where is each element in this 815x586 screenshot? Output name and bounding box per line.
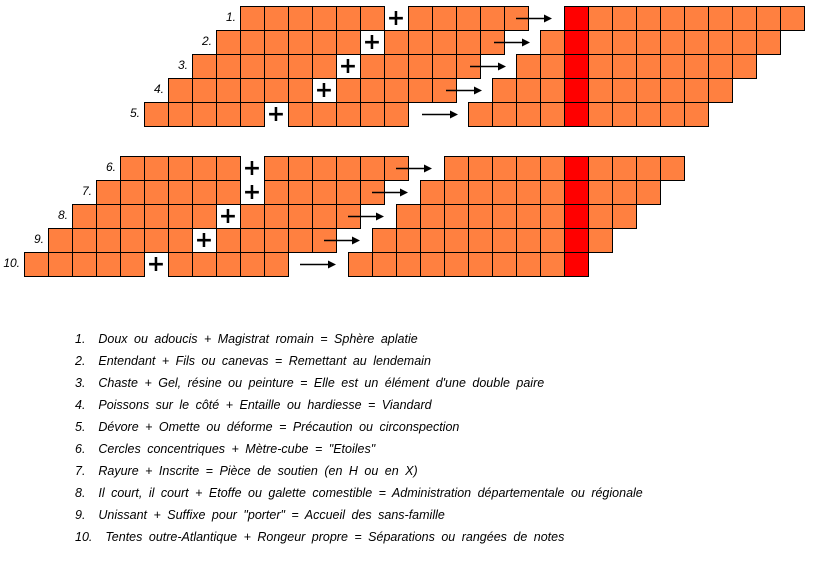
word2-cell[interactable] xyxy=(289,103,313,127)
word2-cell[interactable] xyxy=(433,55,457,79)
word1-cell[interactable] xyxy=(169,103,193,127)
word1-cell[interactable] xyxy=(313,31,337,55)
answer-cell[interactable] xyxy=(613,31,637,55)
answer-cell[interactable] xyxy=(541,229,565,253)
answer-cell[interactable] xyxy=(469,181,493,205)
word2-cell[interactable] xyxy=(409,31,433,55)
word2-cell[interactable] xyxy=(193,253,217,277)
word1-cell[interactable] xyxy=(97,205,121,229)
answer-cell[interactable] xyxy=(517,79,541,103)
answer-cell[interactable] xyxy=(349,253,373,277)
row-number: 9. xyxy=(33,232,44,246)
word1-cell[interactable] xyxy=(49,253,73,277)
word1-cell[interactable] xyxy=(217,181,241,205)
word2-cell[interactable] xyxy=(265,205,289,229)
word1-cell[interactable] xyxy=(289,7,313,31)
answer-cell[interactable] xyxy=(781,7,805,31)
answer-cell[interactable] xyxy=(517,205,541,229)
answer-cell[interactable] xyxy=(637,79,661,103)
answer-cell[interactable] xyxy=(373,229,397,253)
word2-cell[interactable] xyxy=(385,103,409,127)
answer-cell[interactable] xyxy=(445,181,469,205)
word1-cell[interactable] xyxy=(217,79,241,103)
arrow-head-icon xyxy=(376,213,384,221)
arrow-head-icon xyxy=(328,261,336,269)
clue-item: 8. Il court, il court + Etoffe ou galette comestible = Administration départementale ou régionale xyxy=(75,486,643,500)
plus-sign: + xyxy=(338,54,358,79)
clue-item: 1. Doux ou adoucis + Magistrat romain = Sphère aplatie xyxy=(75,332,418,346)
word1-cell[interactable] xyxy=(289,31,313,55)
answer-cell[interactable] xyxy=(613,79,637,103)
row-number: 6. xyxy=(105,160,116,174)
word2-cell[interactable] xyxy=(169,253,193,277)
word1-cell[interactable] xyxy=(25,253,49,277)
answer-cell[interactable] xyxy=(661,7,685,31)
word1-cell[interactable] xyxy=(193,157,217,181)
plus-sign: + xyxy=(314,78,334,103)
answer-cell[interactable] xyxy=(397,229,421,253)
answer-cell[interactable] xyxy=(589,205,613,229)
answer-cell[interactable] xyxy=(661,55,685,79)
answer-cell[interactable] xyxy=(589,31,613,55)
answer-cell[interactable] xyxy=(757,7,781,31)
word2-cell[interactable] xyxy=(409,55,433,79)
answer-cell[interactable] xyxy=(517,229,541,253)
answer-cell[interactable] xyxy=(757,31,781,55)
word2-cell[interactable] xyxy=(385,55,409,79)
clue-item: 4. Poissons sur le côté + Entaille ou hardiesse = Viandard xyxy=(75,398,432,412)
row-number: 3. xyxy=(177,58,188,72)
answer-cell[interactable] xyxy=(589,229,613,253)
word1-cell[interactable] xyxy=(145,205,169,229)
word2-cell[interactable] xyxy=(409,79,433,103)
answer-cell[interactable] xyxy=(613,205,637,229)
word1-cell[interactable] xyxy=(193,181,217,205)
word2-cell[interactable] xyxy=(433,31,457,55)
answer-key-cell[interactable] xyxy=(565,31,589,55)
answer-cell[interactable] xyxy=(637,103,661,127)
word2-cell[interactable] xyxy=(289,157,313,181)
word1-cell[interactable] xyxy=(241,31,265,55)
word1-cell[interactable] xyxy=(145,157,169,181)
word1-cell[interactable] xyxy=(289,79,313,103)
answer-cell[interactable] xyxy=(493,79,517,103)
answer-cell[interactable] xyxy=(493,253,517,277)
word1-cell[interactable] xyxy=(217,157,241,181)
word2-cell[interactable] xyxy=(457,31,481,55)
answer-cell[interactable] xyxy=(445,157,469,181)
answer-cell[interactable] xyxy=(493,229,517,253)
word1-cell[interactable] xyxy=(169,79,193,103)
word1-cell[interactable] xyxy=(169,181,193,205)
clue-item: 3. Chaste + Gel, résine ou peinture = Elle est un élément d'une double paire xyxy=(75,376,545,390)
answer-cell[interactable] xyxy=(661,103,685,127)
answer-cell[interactable] xyxy=(469,103,493,127)
word1-cell[interactable] xyxy=(97,229,121,253)
word1-cell[interactable] xyxy=(265,79,289,103)
clue-item: 7. Rayure + Inscrite = Pièce de soutien (en H ou en X) xyxy=(75,464,418,478)
row-number: 2. xyxy=(201,34,212,48)
answer-cell[interactable] xyxy=(517,103,541,127)
answer-cell[interactable] xyxy=(469,157,493,181)
answer-cell[interactable] xyxy=(709,55,733,79)
answer-cell[interactable] xyxy=(637,181,661,205)
word2-cell[interactable] xyxy=(361,79,385,103)
word2-cell[interactable] xyxy=(265,157,289,181)
word1-cell[interactable] xyxy=(313,7,337,31)
answer-cell[interactable] xyxy=(541,253,565,277)
word1-cell[interactable] xyxy=(121,205,145,229)
plus-sign: + xyxy=(146,252,166,277)
word2-cell[interactable] xyxy=(241,205,265,229)
word2-cell[interactable] xyxy=(481,7,505,31)
answer-cell[interactable] xyxy=(445,229,469,253)
answer-key-cell[interactable] xyxy=(565,205,589,229)
answer-key-cell[interactable] xyxy=(565,7,589,31)
answer-cell[interactable] xyxy=(469,229,493,253)
word1-cell[interactable] xyxy=(121,253,145,277)
word1-cell[interactable] xyxy=(121,181,145,205)
word1-cell[interactable] xyxy=(193,205,217,229)
word1-cell[interactable] xyxy=(145,103,169,127)
answer-cell[interactable] xyxy=(517,181,541,205)
word1-cell[interactable] xyxy=(97,253,121,277)
answer-cell[interactable] xyxy=(661,31,685,55)
answer-cell[interactable] xyxy=(493,157,517,181)
clue-item: 9. Unissant + Suffixe pour "porter" = Accueil des sans-famille xyxy=(75,508,445,522)
word1-cell[interactable] xyxy=(241,103,265,127)
answer-cell[interactable] xyxy=(709,79,733,103)
row-number: 5. xyxy=(129,106,140,120)
answer-cell[interactable] xyxy=(589,55,613,79)
answer-cell[interactable] xyxy=(541,157,565,181)
word2-cell[interactable] xyxy=(337,157,361,181)
arrow-head-icon xyxy=(522,39,530,47)
arrow-head-icon xyxy=(352,237,360,245)
word1-cell[interactable] xyxy=(265,31,289,55)
word1-cell[interactable] xyxy=(145,181,169,205)
row-number: 4. xyxy=(153,82,164,96)
answer-cell[interactable] xyxy=(613,181,637,205)
answer-cell[interactable] xyxy=(733,7,757,31)
answer-cell[interactable] xyxy=(421,229,445,253)
word2-cell[interactable] xyxy=(241,253,265,277)
answer-key-cell[interactable] xyxy=(565,253,589,277)
word2-cell[interactable] xyxy=(217,253,241,277)
word1-cell[interactable] xyxy=(121,229,145,253)
answer-cell[interactable] xyxy=(709,31,733,55)
word1-cell[interactable] xyxy=(337,31,361,55)
word1-cell[interactable] xyxy=(73,205,97,229)
word2-cell[interactable] xyxy=(385,31,409,55)
word1-cell[interactable] xyxy=(73,229,97,253)
answer-key-cell[interactable] xyxy=(565,181,589,205)
word1-cell[interactable] xyxy=(217,31,241,55)
word1-cell[interactable] xyxy=(49,229,73,253)
word1-cell[interactable] xyxy=(241,79,265,103)
answer-cell[interactable] xyxy=(517,157,541,181)
answer-cell[interactable] xyxy=(541,205,565,229)
answer-cell[interactable] xyxy=(589,181,613,205)
answer-cell[interactable] xyxy=(541,181,565,205)
arrow-head-icon xyxy=(544,15,552,23)
answer-cell[interactable] xyxy=(589,157,613,181)
answer-cell[interactable] xyxy=(613,157,637,181)
plus-sign: + xyxy=(242,156,262,181)
word2-cell[interactable] xyxy=(289,181,313,205)
answer-cell[interactable] xyxy=(661,157,685,181)
plus-sign: + xyxy=(362,30,382,55)
answer-key-cell[interactable] xyxy=(565,103,589,127)
plus-sign: + xyxy=(386,6,406,31)
clue-item: 6. Cercles concentriques + Mètre-cube = "Etoiles" xyxy=(75,442,376,456)
answer-cell[interactable] xyxy=(685,79,709,103)
answer-cell[interactable] xyxy=(445,253,469,277)
answer-cell[interactable] xyxy=(589,79,613,103)
answer-cell[interactable] xyxy=(493,103,517,127)
answer-cell[interactable] xyxy=(493,205,517,229)
word2-cell[interactable] xyxy=(361,157,385,181)
answer-key-cell[interactable] xyxy=(565,229,589,253)
word1-cell[interactable] xyxy=(97,181,121,205)
answer-cell[interactable] xyxy=(397,253,421,277)
clue-item: 5. Dévore + Omette ou déforme = Précaution ou circonspection xyxy=(75,420,460,434)
answer-cell[interactable] xyxy=(637,157,661,181)
clue-item: 10. Tentes outre-Atlantique + Rongeur propre = Séparations ou rangées de notes xyxy=(75,530,565,544)
word1-cell[interactable] xyxy=(289,55,313,79)
word1-cell[interactable] xyxy=(169,229,193,253)
answer-cell[interactable] xyxy=(613,103,637,127)
answer-cell[interactable] xyxy=(517,55,541,79)
answer-cell[interactable] xyxy=(613,7,637,31)
word2-cell[interactable] xyxy=(337,181,361,205)
word1-cell[interactable] xyxy=(265,7,289,31)
word2-cell[interactable] xyxy=(361,103,385,127)
word1-cell[interactable] xyxy=(217,103,241,127)
arrow-head-icon xyxy=(400,189,408,197)
answer-cell[interactable] xyxy=(637,31,661,55)
answer-cell[interactable] xyxy=(541,79,565,103)
answer-key-cell[interactable] xyxy=(565,157,589,181)
arrow-head-icon xyxy=(498,63,506,71)
plus-sign: + xyxy=(194,228,214,253)
answer-cell[interactable] xyxy=(685,103,709,127)
word1-cell[interactable] xyxy=(193,55,217,79)
word1-cell[interactable] xyxy=(241,55,265,79)
word1-cell[interactable] xyxy=(169,157,193,181)
answer-cell[interactable] xyxy=(733,55,757,79)
word2-cell[interactable] xyxy=(313,205,337,229)
word1-cell[interactable] xyxy=(265,55,289,79)
word2-cell[interactable] xyxy=(265,253,289,277)
arrow-head-icon xyxy=(474,87,482,95)
word1-cell[interactable] xyxy=(193,79,217,103)
answer-cell[interactable] xyxy=(733,31,757,55)
word1-cell[interactable] xyxy=(361,7,385,31)
word1-cell[interactable] xyxy=(193,103,217,127)
word2-cell[interactable] xyxy=(313,157,337,181)
arrow-head-icon xyxy=(450,111,458,119)
answer-key-cell[interactable] xyxy=(565,55,589,79)
answer-cell[interactable] xyxy=(445,205,469,229)
answer-cell[interactable] xyxy=(637,7,661,31)
answer-cell[interactable] xyxy=(637,55,661,79)
answer-cell[interactable] xyxy=(685,7,709,31)
plus-sign: + xyxy=(218,204,238,229)
answer-cell[interactable] xyxy=(421,205,445,229)
answer-cell[interactable] xyxy=(421,253,445,277)
word1-cell[interactable] xyxy=(217,55,241,79)
answer-cell[interactable] xyxy=(661,79,685,103)
answer-cell[interactable] xyxy=(685,55,709,79)
answer-cell[interactable] xyxy=(589,103,613,127)
arrow-head-icon xyxy=(424,165,432,173)
answer-cell[interactable] xyxy=(685,31,709,55)
answer-cell[interactable] xyxy=(541,31,565,55)
row-number: 10. xyxy=(3,256,20,270)
word2-cell[interactable] xyxy=(337,79,361,103)
answer-cell[interactable] xyxy=(469,205,493,229)
word1-cell[interactable] xyxy=(73,253,97,277)
word2-cell[interactable] xyxy=(313,181,337,205)
answer-cell[interactable] xyxy=(421,181,445,205)
row-number: 1. xyxy=(225,10,236,24)
word1-cell[interactable] xyxy=(121,157,145,181)
clue-list xyxy=(75,328,643,548)
row-number: 7. xyxy=(81,184,92,198)
word2-cell[interactable] xyxy=(337,103,361,127)
word2-cell[interactable] xyxy=(313,103,337,127)
word2-cell[interactable] xyxy=(265,181,289,205)
word2-cell[interactable] xyxy=(265,229,289,253)
word2-cell[interactable] xyxy=(409,7,433,31)
word2-cell[interactable] xyxy=(241,229,265,253)
answer-key-cell[interactable] xyxy=(565,79,589,103)
answer-cell[interactable] xyxy=(589,7,613,31)
clue-item: 2. Entendant + Fils ou canevas = Remettant au lendemain xyxy=(75,354,431,368)
word2-cell[interactable] xyxy=(361,55,385,79)
answer-cell[interactable] xyxy=(493,181,517,205)
answer-cell[interactable] xyxy=(613,55,637,79)
word2-cell[interactable] xyxy=(385,79,409,103)
answer-cell[interactable] xyxy=(469,253,493,277)
answer-cell[interactable] xyxy=(541,55,565,79)
word2-cell[interactable] xyxy=(289,205,313,229)
answer-cell[interactable] xyxy=(709,7,733,31)
plus-sign: + xyxy=(266,102,286,127)
word2-cell[interactable] xyxy=(217,229,241,253)
word2-cell[interactable] xyxy=(457,7,481,31)
plus-sign: + xyxy=(242,180,262,205)
word1-cell[interactable] xyxy=(169,205,193,229)
word1-cell[interactable] xyxy=(313,55,337,79)
row-number: 8. xyxy=(57,208,68,222)
word2-cell[interactable] xyxy=(433,7,457,31)
answer-cell[interactable] xyxy=(373,253,397,277)
answer-cell[interactable] xyxy=(517,253,541,277)
word1-cell[interactable] xyxy=(241,7,265,31)
answer-cell[interactable] xyxy=(397,205,421,229)
answer-cell[interactable] xyxy=(541,103,565,127)
word1-cell[interactable] xyxy=(337,7,361,31)
word1-cell[interactable] xyxy=(145,229,169,253)
word2-cell[interactable] xyxy=(289,229,313,253)
